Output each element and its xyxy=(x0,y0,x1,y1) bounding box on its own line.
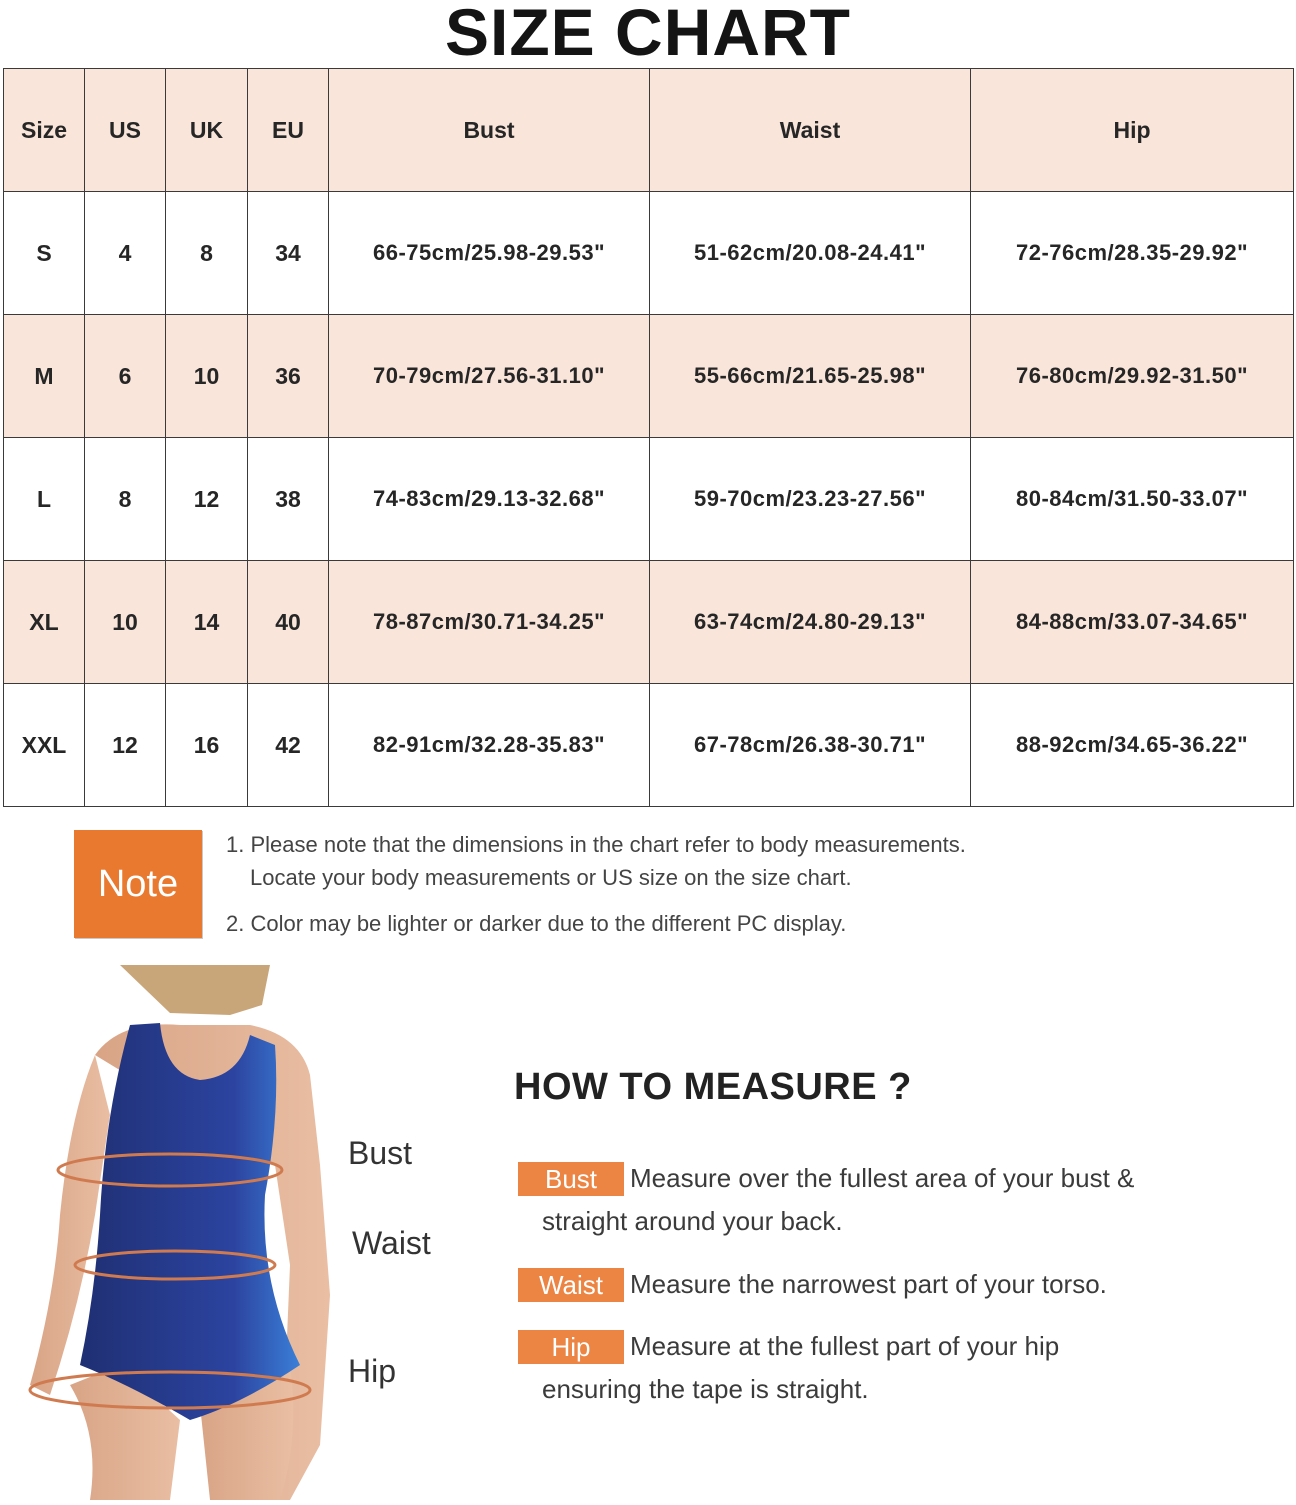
table-cell: 12 xyxy=(85,684,166,807)
table-cell: 10 xyxy=(166,315,248,438)
how-to-measure-title: HOW TO MEASURE ? xyxy=(514,1066,912,1108)
measure-figure xyxy=(0,965,470,1500)
column-header: UK xyxy=(166,69,248,192)
hip-instruction-line1: Measure at the fullest part of your hip xyxy=(630,1331,1060,1361)
table-cell: 78-87cm/30.71-34.25" xyxy=(329,561,650,684)
table-cell: 63-74cm/24.80-29.13" xyxy=(650,561,971,684)
table-cell: 6 xyxy=(85,315,166,438)
column-header: EU xyxy=(248,69,329,192)
hip-instruction-line2: ensuring the tape is straight. xyxy=(542,1374,869,1404)
table-row xyxy=(4,438,1294,561)
table-cell: 88-92cm/34.65-36.22" xyxy=(971,684,1294,807)
table-cell: 16 xyxy=(166,684,248,807)
table-cell: S xyxy=(4,192,85,315)
table-cell: 70-79cm/27.56-31.10" xyxy=(329,315,650,438)
table-cell: 38 xyxy=(248,438,329,561)
table-cell: 42 xyxy=(248,684,329,807)
table-cell: 72-76cm/28.35-29.92" xyxy=(971,192,1294,315)
column-header: Bust xyxy=(329,69,650,192)
table-cell: 74-83cm/29.13-32.68" xyxy=(329,438,650,561)
table-cell: 82-91cm/32.28-35.83" xyxy=(329,684,650,807)
note-badge: Note xyxy=(74,830,202,938)
table-cell: 66-75cm/25.98-29.53" xyxy=(329,192,650,315)
table-cell: 36 xyxy=(248,315,329,438)
table-cell: M xyxy=(4,315,85,438)
table-cell: 8 xyxy=(85,438,166,561)
table-cell: XXL xyxy=(4,684,85,807)
note-line-1b: Locate your body measurements or US size on the size chart. xyxy=(250,865,852,890)
table-row xyxy=(4,561,1294,684)
waist-instruction: Measure the narrowest part of your torso. xyxy=(630,1269,1107,1299)
table-cell: 51-62cm/20.08-24.41" xyxy=(650,192,971,315)
column-header: Size xyxy=(4,69,85,192)
table-cell: 76-80cm/29.92-31.50" xyxy=(971,315,1294,438)
table-cell: 4 xyxy=(85,192,166,315)
table-cell: 80-84cm/31.50-33.07" xyxy=(971,438,1294,561)
page-title: SIZE CHART xyxy=(445,0,851,69)
bust-instruction-line2: straight around your back. xyxy=(542,1206,843,1236)
table-cell: 34 xyxy=(248,192,329,315)
column-header: US xyxy=(85,69,166,192)
table-cell: L xyxy=(4,438,85,561)
table-cell: 40 xyxy=(248,561,329,684)
table-cell: 55-66cm/21.65-25.98" xyxy=(650,315,971,438)
figure-hip-label: Hip xyxy=(348,1353,397,1389)
size-chart-table xyxy=(3,68,1294,807)
hip-tag: Hip xyxy=(518,1330,624,1364)
table-row xyxy=(4,684,1294,807)
table-cell: XL xyxy=(4,561,85,684)
table-header-row xyxy=(4,69,1294,192)
table-cell: 14 xyxy=(166,561,248,684)
note-section xyxy=(40,826,1160,946)
table-cell: 67-78cm/26.38-30.71" xyxy=(650,684,971,807)
figure-bust-label: Bust xyxy=(348,1135,413,1171)
column-header: Waist xyxy=(650,69,971,192)
bust-tag: Bust xyxy=(518,1162,624,1196)
table-cell: 84-88cm/33.07-34.65" xyxy=(971,561,1294,684)
note-line-2: 2. Color may be lighter or darker due to the different PC display. xyxy=(226,911,847,936)
note-line-1: 1. Please note that the dimensions in the chart refer to body measurements. xyxy=(226,832,966,857)
column-header: Hip xyxy=(971,69,1294,192)
table-row xyxy=(4,192,1294,315)
table-cell: 8 xyxy=(166,192,248,315)
table-cell: 10 xyxy=(85,561,166,684)
figure-waist-label: Waist xyxy=(352,1225,431,1261)
waist-tag: Waist xyxy=(518,1268,624,1302)
table-cell: 12 xyxy=(166,438,248,561)
table-row xyxy=(4,315,1294,438)
bust-instruction-line1: Measure over the fullest area of your bust & xyxy=(630,1163,1135,1193)
table-cell: 59-70cm/23.23-27.56" xyxy=(650,438,971,561)
